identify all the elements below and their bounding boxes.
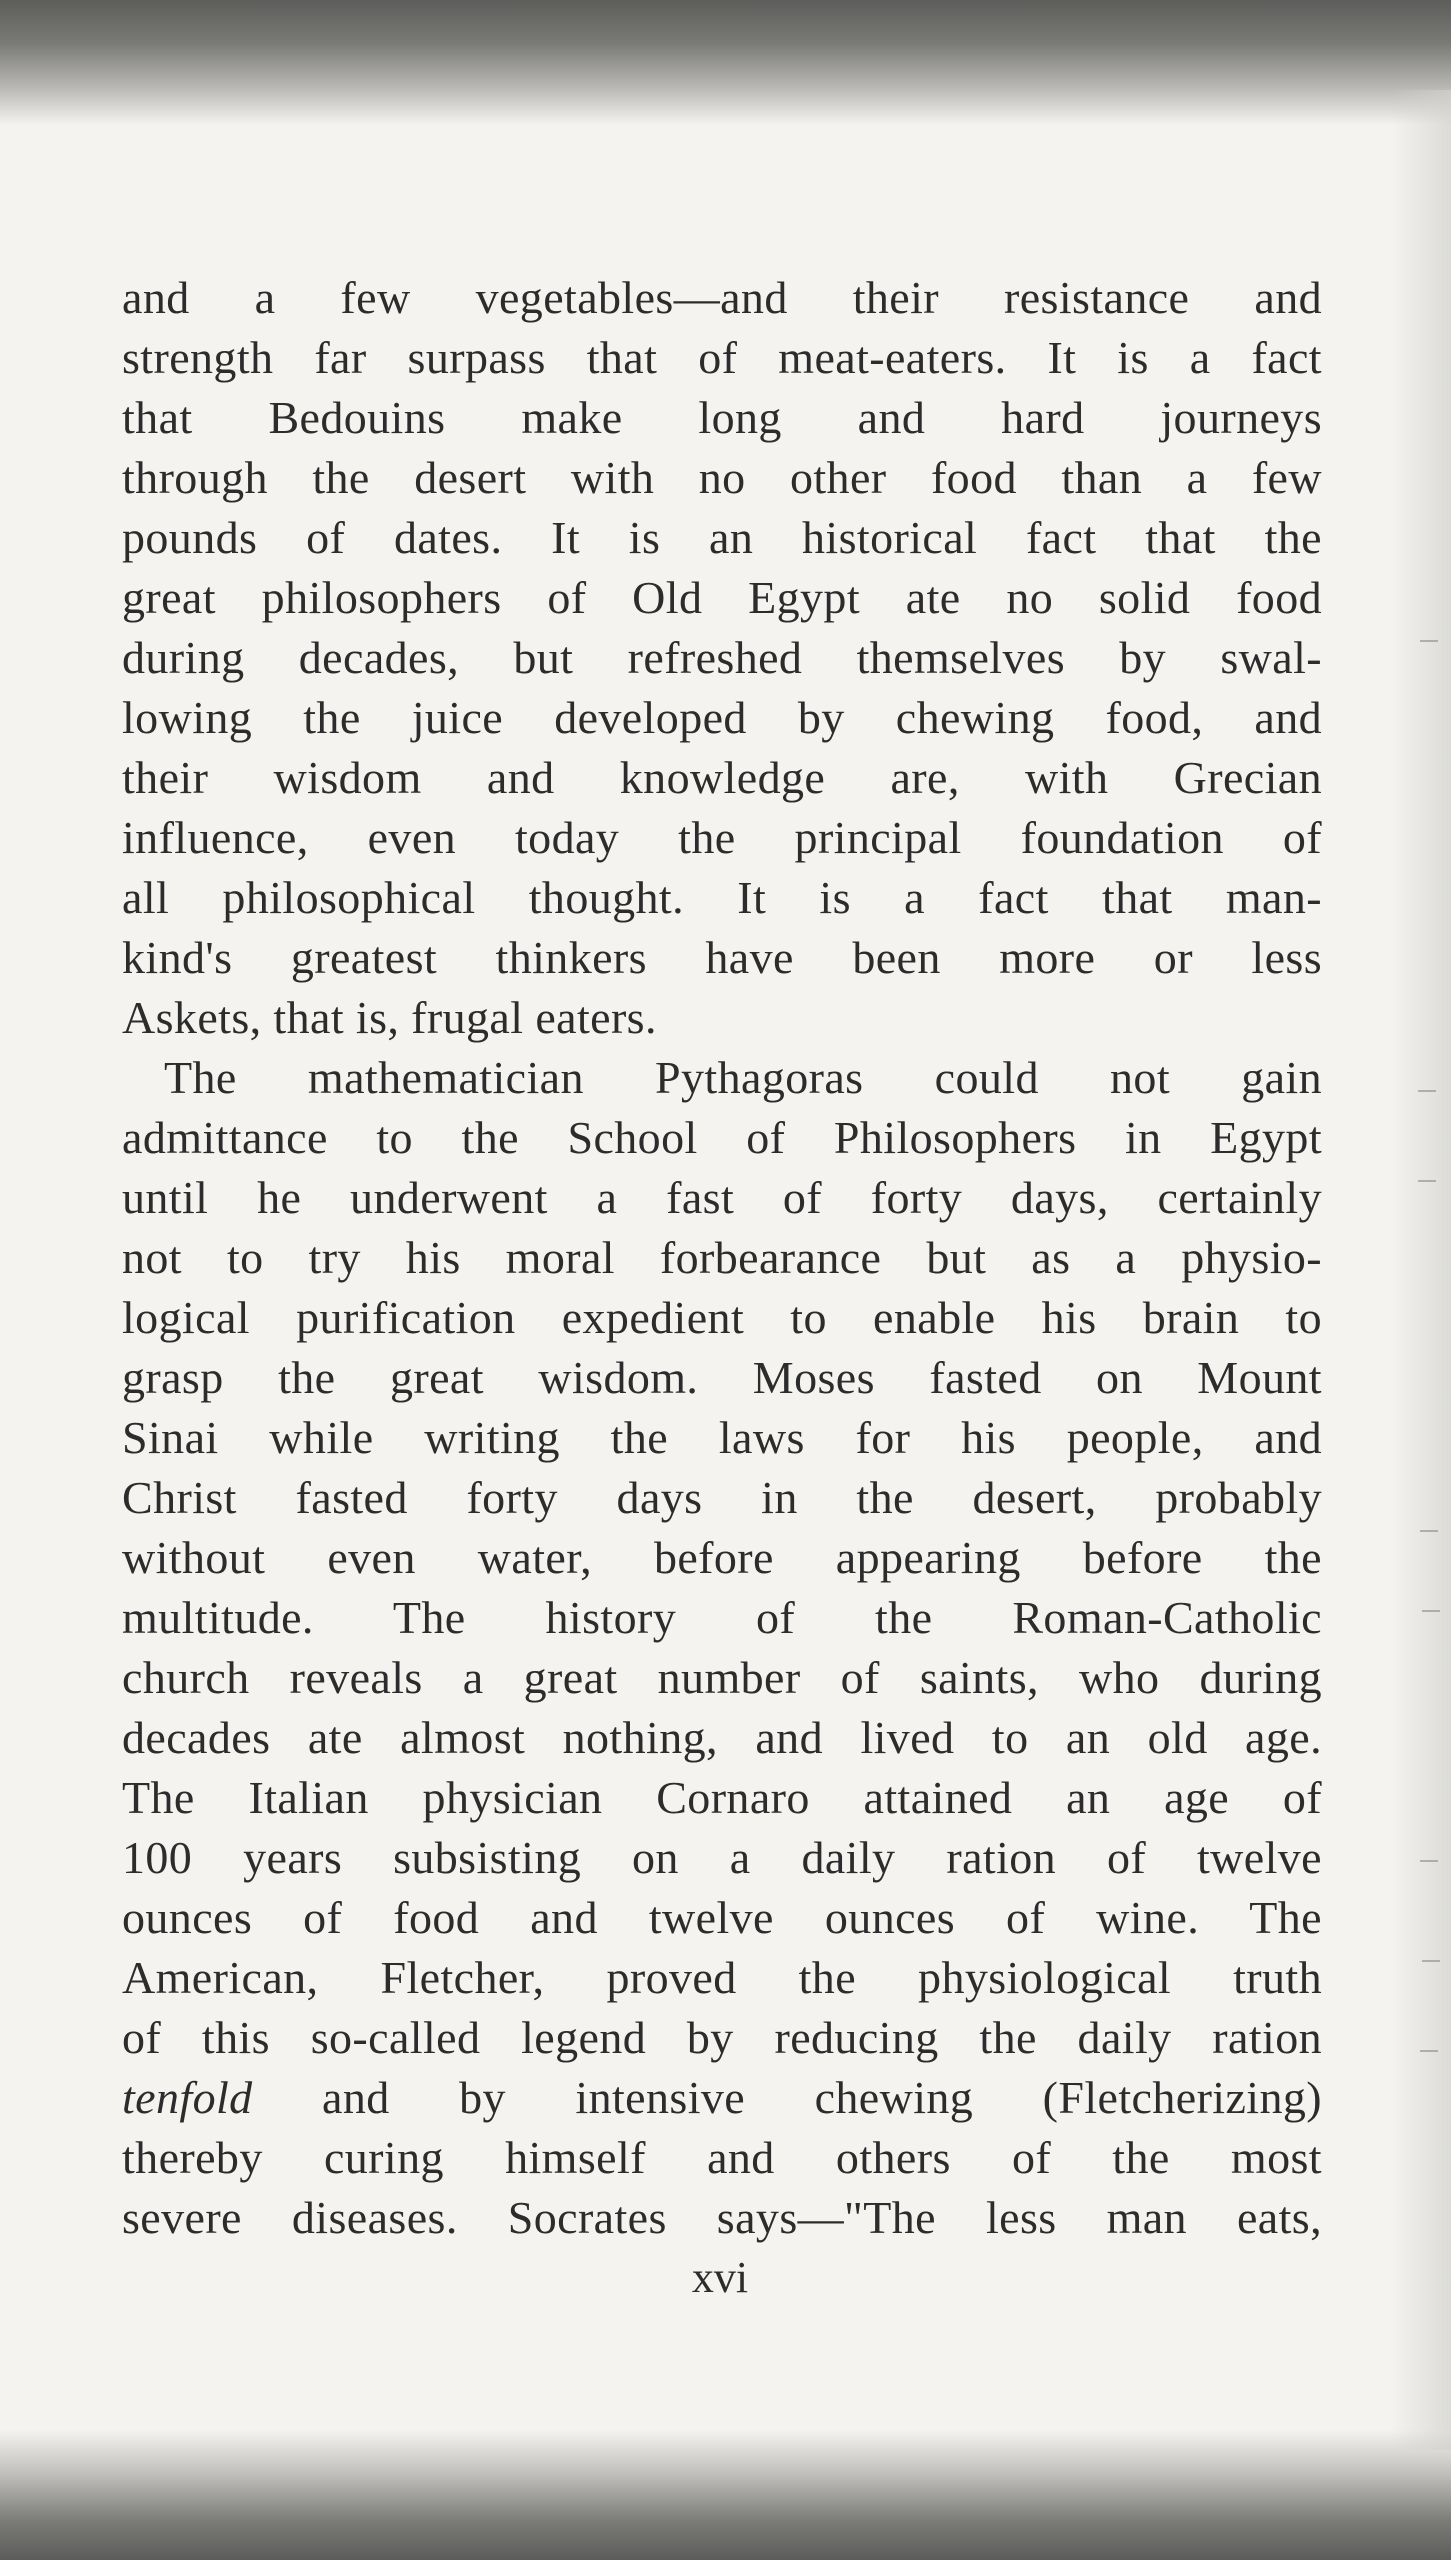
text-line: decades ate almost nothing, and lived to an old age. [122, 1712, 1322, 1763]
text-line: until he underwent a fast of forty days, certainly [122, 1172, 1322, 1223]
edge-mark [1420, 640, 1438, 642]
text-line: strength far surpass that of meat-eaters. It is a fact [122, 332, 1322, 383]
italic-word: tenfold [122, 2072, 253, 2123]
text-line: thereby curing himself and others of the most [122, 2132, 1322, 2183]
text-line: grasp the great wisdom. Moses fasted on Mount [122, 1352, 1322, 1403]
page-number: xvi [691, 2253, 749, 2302]
edge-mark [1418, 1180, 1436, 1182]
text-line-with-italic [122, 2070, 1322, 2126]
text-line: Christ fasted forty days in the desert, probably [122, 1472, 1322, 1523]
text-line: that Bedouins make long and hard journeys [122, 392, 1322, 443]
text-line: Askets, that is, frugal eaters. [122, 992, 657, 1043]
text-line-remainder: and by intensive chewing (Fletcherizing) [322, 2072, 1323, 2123]
text-line: lowing the juice developed by chewing food, and [122, 692, 1322, 743]
edge-mark [1422, 1960, 1440, 1962]
text-line: 100 years subsisting on a daily ration of twelve [122, 1832, 1322, 1883]
text-line: multitude. The history of the Roman-Catholic [122, 1592, 1322, 1643]
text-line: pounds of dates. It is an historical fact that the [122, 512, 1322, 563]
text-line: without even water, before appearing before the [122, 1532, 1322, 1583]
text-line: ounces of food and twelve ounces of wine. The [122, 1892, 1322, 1943]
edge-mark [1420, 2050, 1438, 2052]
text-line: through the desert with no other food than a few [122, 452, 1322, 503]
text-line: admittance to the School of Philosophers in Egypt [122, 1112, 1322, 1163]
text-line: American, Fletcher, proved the physiological truth [122, 1952, 1322, 2003]
text-line: kind's greatest thinkers have been more or less [122, 932, 1322, 983]
text-line: The Italian physician Cornaro attained an age of [122, 1772, 1322, 1823]
text-line: not to try his moral forbearance but as a physio- [122, 1232, 1322, 1283]
scan-bottom-shadow [0, 2430, 1451, 2560]
text-line: and a few vegetables—and their resistance and [122, 272, 1322, 323]
scan-top-shadow [0, 0, 1451, 125]
paragraph-first-line: The mathematician Pythagoras could not gain [164, 1052, 1322, 1103]
text-line: Sinai while writing the laws for his people, and [122, 1412, 1322, 1463]
text-line: influence, even today the principal foundation of [122, 812, 1322, 863]
text-line: church reveals a great number of saints, who during [122, 1652, 1322, 1703]
text-line: their wisdom and knowledge are, with Grecian [122, 752, 1322, 803]
text-line: all philosophical thought. It is a fact that man- [122, 872, 1322, 923]
edge-mark [1422, 1610, 1440, 1612]
edge-mark [1420, 1530, 1438, 1532]
edge-mark [1418, 1090, 1436, 1092]
text-line: logical purification expedient to enable his brain to [122, 1292, 1322, 1343]
text-line: during decades, but refreshed themselves by swal- [122, 632, 1322, 683]
text-line: of this so-called legend by reducing the daily ration [122, 2012, 1322, 2063]
text-line: great philosophers of Old Egypt ate no solid food [122, 572, 1322, 623]
page-right-edge [1391, 90, 1451, 2450]
text-line: severe diseases. Socrates says—"The less man eats, [122, 2192, 1322, 2243]
edge-mark [1420, 1860, 1438, 1862]
